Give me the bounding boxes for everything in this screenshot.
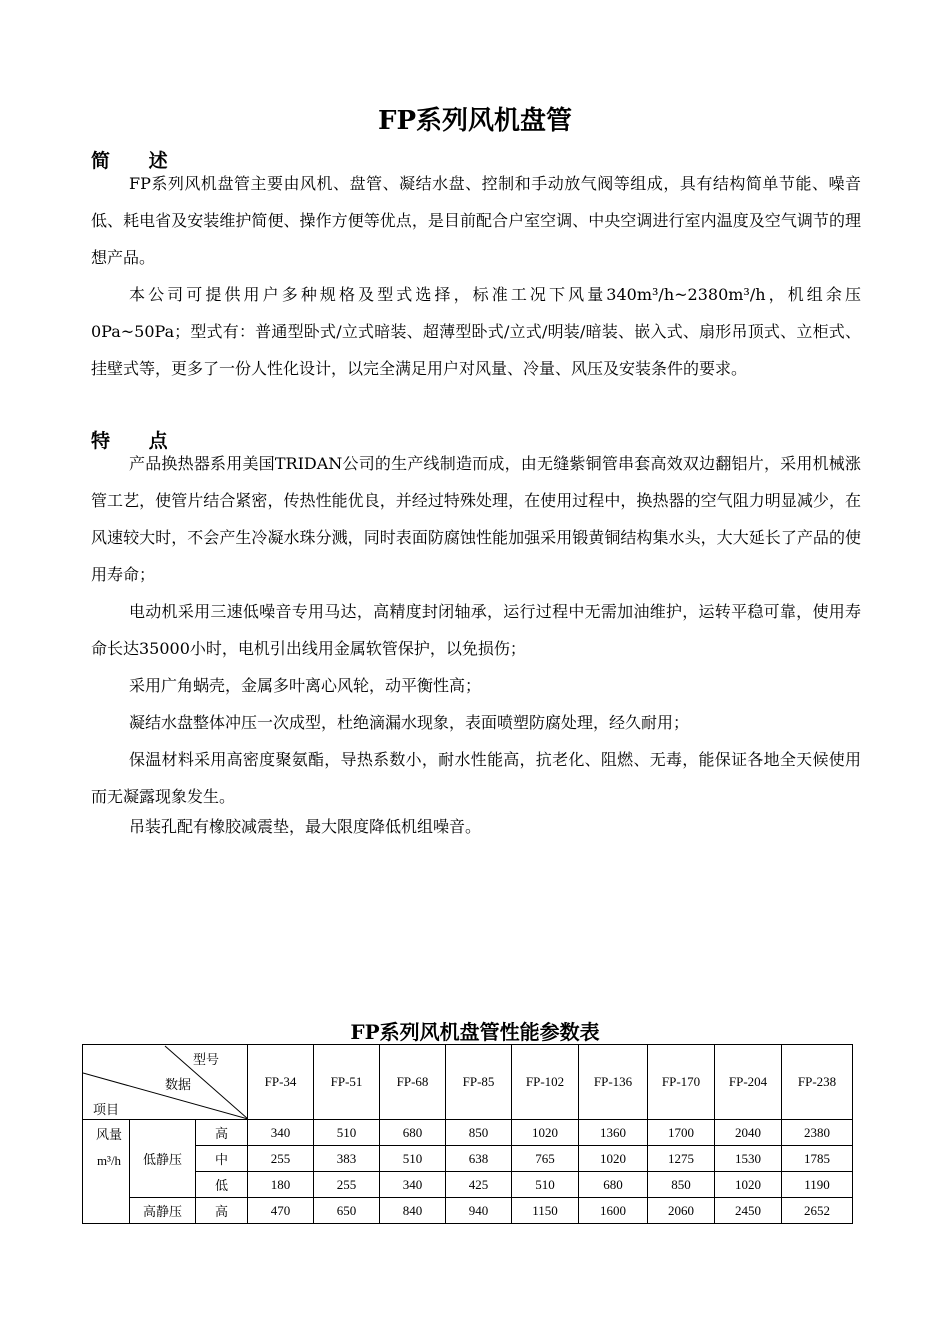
airflow-unit: m³/h	[96, 1153, 122, 1168]
table-cell: 850	[446, 1120, 512, 1146]
table-cell: 470	[248, 1198, 314, 1224]
corner-label-data: 数据	[165, 1077, 192, 1092]
features-paragraph-3: 采用广角蜗壳，金属多叶离心风轮，动平衡性高；	[129, 676, 482, 695]
speed-label: 高	[196, 1120, 248, 1146]
features-paragraph-5: 保温材料采用高密度聚氨酯，导热系数小，耐水性能高，抗老化、阻燃、无毒，能保证各地全天候使用而无凝露现象发生。	[91, 750, 861, 806]
table-cell: 1785	[782, 1146, 853, 1172]
model-header: FP-51	[314, 1045, 380, 1120]
table-cell: 255	[314, 1172, 380, 1198]
model-header: FP-170	[648, 1045, 715, 1120]
model-header: FP-102	[512, 1045, 579, 1120]
section-heading-features: 特 点	[91, 430, 184, 452]
table-cell: 940	[446, 1198, 512, 1224]
table-cell: 340	[248, 1120, 314, 1146]
table-cell: 1020	[715, 1172, 782, 1198]
corner-label-item: 项目	[93, 1102, 120, 1117]
speed-label: 高	[196, 1198, 248, 1224]
model-header: FP-136	[579, 1045, 648, 1120]
corner-label-model: 型号	[193, 1052, 220, 1067]
group-label-low-static: 低静压	[130, 1120, 196, 1198]
airflow-label: 风量	[95, 1127, 122, 1142]
table-cell: 650	[314, 1198, 380, 1224]
table-cell: 2652	[782, 1198, 853, 1224]
features-paragraph-6: 吊装孔配有橡胶减震垫，最大限度降低机组噪音。	[129, 817, 482, 836]
speed-label: 中	[196, 1146, 248, 1172]
table-cell: 2380	[782, 1120, 853, 1146]
performance-table	[82, 1044, 853, 1224]
table-cell: 1190	[782, 1172, 853, 1198]
model-header: FP-238	[782, 1045, 853, 1120]
model-header: FP-204	[715, 1045, 782, 1120]
speed-label: 低	[196, 1172, 248, 1198]
table-cell: 510	[512, 1172, 579, 1198]
table-cell: 1530	[715, 1146, 782, 1172]
table-cell: 1360	[579, 1120, 648, 1146]
features-paragraph-1: 产品换热器系用美国TRIDAN公司的生产线制造而成，由无缝紫铜管串套高效双边翻铝片，采用机械涨管工艺，使管片结合紧密，传热性能优良，并经过特殊处理，在使用过程中，换热器的空气阻力明显减少，在风速较大时，不会产生冷凝水珠分溅，同时表面防腐蚀性能加强采用锻黄铜结构集水头，大大延长了产品的使用寿命；	[91, 454, 861, 584]
page-title: FP系列风机盘管	[377, 106, 572, 136]
table-cell: 510	[380, 1146, 446, 1172]
table-cell: 383	[314, 1146, 380, 1172]
overview-paragraph-2: 本公司可提供用户多种规格及型式选择，标准工况下风量340m³/h~2380m³/h，机组余压0Pa~50Pa；型式有：普通型卧式/立式暗装、超薄型卧式/立式/明装/暗装、嵌入式、扇形吊顶式、立柜式、挂壁式等，更多了一份人性化设计，以完全满足用户对风量、冷量、风压及安装条件的要求。	[91, 285, 861, 378]
model-header: FP-68	[380, 1045, 446, 1120]
corner-cell	[83, 1045, 248, 1120]
group-label-high-static: 高静压	[130, 1198, 196, 1224]
table-row	[83, 1146, 853, 1172]
table-cell: 1020	[512, 1120, 579, 1146]
table-title: FP系列风机盘管性能参数表	[350, 1020, 600, 1044]
table-cell: 425	[446, 1172, 512, 1198]
table-cell: 1020	[579, 1146, 648, 1172]
model-header: FP-85	[446, 1045, 512, 1120]
table-cell: 765	[512, 1146, 579, 1172]
table-cell: 1275	[648, 1146, 715, 1172]
table-cell: 1600	[579, 1198, 648, 1224]
table-cell: 2040	[715, 1120, 782, 1146]
table-cell: 850	[648, 1172, 715, 1198]
table-cell: 340	[380, 1172, 446, 1198]
table-row	[83, 1172, 853, 1198]
model-header: FP-34	[248, 1045, 314, 1120]
table-cell: 2060	[648, 1198, 715, 1224]
table-header-row	[83, 1045, 853, 1120]
table-cell: 638	[446, 1146, 512, 1172]
table-cell: 510	[314, 1120, 380, 1146]
table-row	[83, 1198, 853, 1224]
table-cell: 680	[579, 1172, 648, 1198]
features-paragraph-2: 电动机采用三速低噪音专用马达，高精度封闭轴承，运行过程中无需加油维护，运转平稳可靠，使用寿命长达35000小时，电机引出线用金属软管保护，以免损伤；	[91, 602, 861, 658]
table-cell: 680	[380, 1120, 446, 1146]
table-cell: 840	[380, 1198, 446, 1224]
features-paragraph-4: 凝结水盘整体冲压一次成型，杜绝滴漏水现象，表面喷塑防腐处理，经久耐用；	[129, 713, 690, 732]
section-heading-overview: 简 述	[91, 150, 184, 172]
overview-paragraph-1: FP系列风机盘管主要由风机、盘管、凝结水盘、控制和手动放气阀等组成，具有结构简单节能、噪音低、耗电省及安装维护简便、操作方便等优点，是目前配合户室空调、中央空调进行室内温度及空气调节的理想产品。	[91, 174, 861, 267]
table-cell: 2450	[715, 1198, 782, 1224]
airflow-label-cell	[83, 1120, 130, 1224]
table-cell: 1700	[648, 1120, 715, 1146]
table-cell: 1150	[512, 1198, 579, 1224]
table-row	[83, 1120, 853, 1146]
table-cell: 180	[248, 1172, 314, 1198]
table-cell: 255	[248, 1146, 314, 1172]
